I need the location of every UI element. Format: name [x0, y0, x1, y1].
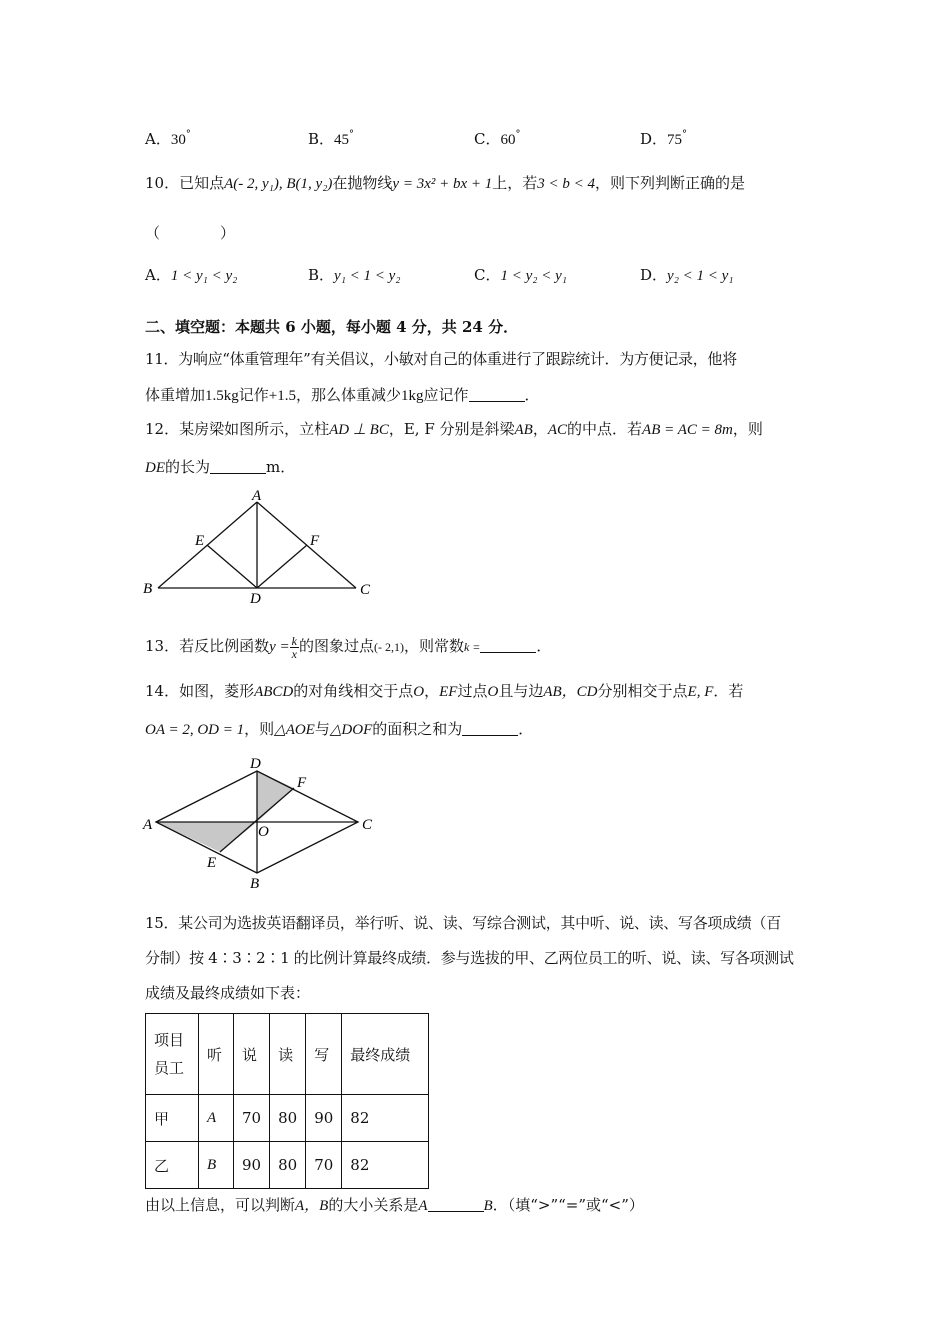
q15-line3: 成绩及最终成绩如下表：	[145, 984, 311, 1002]
q10-stem	[145, 172, 745, 193]
q15-text: ．（填“>”“=”或“<”）	[492, 1196, 644, 1214]
q12-text: ，	[532, 420, 548, 438]
label-c: C	[360, 582, 371, 598]
label-b: B	[250, 876, 260, 892]
q14-text: 的面积之和为	[372, 720, 463, 738]
degree-sign: °	[349, 129, 355, 140]
q14-math: EF	[439, 684, 458, 700]
q15-text: 的大小关系是	[328, 1196, 419, 1214]
option-expr: y₁ < 1 < y₂	[334, 268, 401, 284]
table-header-cell: 最终成绩	[342, 1014, 429, 1095]
q10-option-c	[474, 264, 567, 285]
q11-text: ，那么体重减少	[296, 386, 402, 404]
option-letter: B．	[308, 266, 335, 284]
q12-text: 的中点．若	[567, 420, 643, 438]
q13-text: ，则常数	[403, 637, 464, 655]
q11-text: 体重增加	[145, 386, 206, 404]
fraction-denominator: x	[291, 646, 297, 661]
q11-text: ．	[524, 386, 540, 404]
q10-parabola: y = 3x² + bx + 1	[392, 176, 493, 192]
label-d: D	[250, 756, 261, 772]
q10-option-b	[308, 264, 401, 285]
table-header-cell: 写	[306, 1014, 342, 1095]
q14-text: ，则	[244, 720, 275, 738]
answer-blank[interactable]	[210, 459, 266, 474]
degree-sign: °	[515, 129, 521, 140]
q12-line2	[145, 456, 295, 477]
q13-text: ．	[536, 637, 552, 655]
q12-text: m．	[266, 458, 296, 476]
option-expr: y₂ < 1 < y₁	[667, 268, 734, 284]
segment-de	[207, 545, 257, 588]
q13-text: 13．若反比例函数	[145, 637, 270, 655]
q12-math: AC	[547, 422, 568, 438]
q11-text: 记作	[238, 386, 269, 404]
q10-text: 在抛物线	[332, 174, 393, 192]
option-letter: D．	[640, 130, 668, 148]
q11-line1: 11．为响应“体重管理年”有关倡议，小敏对自己的体重进行了跟踪统计．为方便记录，他将	[145, 350, 737, 368]
table-cell: 70	[306, 1142, 342, 1189]
q9-option-c	[474, 128, 520, 149]
q13-fraction	[290, 635, 299, 660]
answer-blank[interactable]	[428, 1197, 484, 1212]
table-header-cell: 读	[270, 1014, 306, 1095]
option-letter: C．	[474, 266, 501, 284]
option-value: 75	[667, 132, 683, 148]
label-e: E	[207, 855, 217, 871]
segment-df	[257, 545, 307, 588]
q10-answer-paren: （ ）	[145, 224, 236, 242]
table-cell: 80	[270, 1095, 306, 1142]
q13-func: y =	[269, 639, 290, 655]
q12-text: ，E, F 分别是斜梁	[388, 420, 515, 438]
answer-blank[interactable]	[480, 638, 536, 653]
section-heading: 二、填空题：本题共 6 小题，每小题 4 分，共 24 分．	[145, 318, 519, 336]
q12-text: 的长为	[165, 458, 211, 476]
q12-figure	[140, 488, 380, 608]
label-a: A	[252, 488, 262, 504]
q14-text: ．若	[713, 682, 744, 700]
q15-line2: 分制）按 4∶3∶2∶1 的比例计算最终成绩．参与选拔的甲、乙两位员工的听、说、读、写各项测试	[145, 949, 794, 967]
q15-math: B	[483, 1198, 493, 1214]
q14-text: ．	[518, 720, 534, 738]
q12-math: AB = AC = 8m	[642, 422, 733, 438]
q14-figure	[140, 752, 390, 892]
q13-point: (- 2,1)	[373, 640, 404, 654]
q14-line1	[145, 680, 743, 701]
q14-text: 且与边	[498, 682, 544, 700]
label-c: C	[362, 817, 373, 833]
fraction-numerator: k	[291, 633, 297, 648]
degree-sign: °	[185, 129, 191, 140]
label-e: E	[195, 533, 205, 549]
q12-math: DE	[145, 460, 165, 476]
q14-math: ABCD	[254, 684, 294, 700]
table-header-row	[146, 1014, 429, 1095]
q14-text: ，	[424, 682, 440, 700]
option-value: 60	[500, 132, 516, 148]
label-f: F	[297, 775, 307, 791]
q14-math: O	[413, 684, 425, 700]
q15-text: 由以上信息，可以判断	[145, 1196, 296, 1214]
option-letter: A．	[145, 130, 171, 148]
header-bottom: 员工	[154, 1059, 185, 1077]
header-top: 项目	[154, 1031, 185, 1049]
q12-text: ，则	[732, 420, 763, 438]
q14-math: △DOF	[329, 722, 373, 738]
table-cell: B	[199, 1142, 234, 1189]
q10-text: 上，若	[492, 174, 538, 192]
q11-line2	[145, 384, 540, 405]
q14-text: 过点	[457, 682, 488, 700]
option-letter: A．	[145, 266, 171, 284]
q12-line1	[145, 418, 763, 439]
q10-option-d	[640, 264, 734, 285]
q12-math: AD ⊥ BC	[329, 422, 389, 438]
q15-math: A	[418, 1198, 428, 1214]
q14-math: AB，CD	[543, 684, 598, 700]
q11-math: 1kg	[401, 388, 424, 404]
label-d: D	[250, 591, 261, 607]
option-expr: 1 < y₁ < y₂	[170, 268, 238, 284]
q14-line2	[145, 718, 533, 739]
q9-option-a	[145, 128, 191, 149]
q14-math: OA = 2, OD = 1	[145, 722, 245, 738]
answer-blank[interactable]	[469, 387, 525, 402]
table-cell: 82	[342, 1095, 429, 1142]
table-header-cell: 听	[199, 1014, 234, 1095]
degree-sign: °	[682, 129, 688, 140]
q10-condition: 3 < b < 4	[537, 176, 596, 192]
table-cell: A	[199, 1095, 234, 1142]
table-cell: 90	[306, 1095, 342, 1142]
score-table	[145, 1013, 429, 1189]
q10-number: 10．	[145, 174, 180, 192]
q15-after-table	[145, 1194, 644, 1215]
table-cell-name: 乙	[146, 1142, 199, 1189]
table-cell: 70	[234, 1095, 270, 1142]
q15-line1: 15．某公司为选拔英语翻译员，举行听、说、读、写综合测试，其中听、说、读、写各项成绩（百	[145, 914, 781, 932]
option-value: 30	[170, 132, 186, 148]
q13-text: 的图象过点	[298, 637, 374, 655]
table-row	[146, 1095, 429, 1142]
option-expr: 1 < y₂ < y₁	[500, 268, 567, 284]
option-value: 45	[334, 132, 350, 148]
q15-math: A，B	[295, 1198, 329, 1214]
q14-text: 分别相交于点	[597, 682, 688, 700]
q11-text: 应记作	[423, 386, 469, 404]
option-letter: D．	[640, 266, 668, 284]
q13-line	[145, 627, 551, 666]
label-b: B	[143, 581, 153, 597]
q14-math: △AOE	[274, 722, 315, 738]
table-cell: 90	[234, 1142, 270, 1189]
table-header-corner	[146, 1014, 199, 1095]
q9-option-b	[308, 128, 354, 149]
option-letter: C．	[474, 130, 501, 148]
q10-option-a	[145, 264, 237, 285]
q14-text: 14．如图，菱形	[145, 682, 255, 700]
q10-text: ，则下列判断正确的是	[595, 174, 746, 192]
q10-text: 已知点	[179, 174, 225, 192]
table-cell: 80	[270, 1142, 306, 1189]
table-cell: 82	[342, 1142, 429, 1189]
q14-text: 的对角线相交于点	[293, 682, 414, 700]
label-f: F	[310, 533, 320, 549]
answer-blank[interactable]	[462, 721, 518, 736]
q11-math: 1.5kg	[205, 388, 239, 404]
q11-math: +1.5	[268, 388, 296, 404]
q12-math: AB	[514, 422, 533, 438]
q14-math: O	[487, 684, 499, 700]
table-cell-name: 甲	[146, 1095, 199, 1142]
q12-text: 12．某房梁如图所示，立柱	[145, 420, 330, 438]
q13-k: k =	[463, 640, 481, 654]
q10-points: A(- 2, y₁), B(1, y₂)	[224, 176, 333, 192]
q14-text: 与	[314, 720, 330, 738]
table-header-cell: 说	[234, 1014, 270, 1095]
table-row	[146, 1142, 429, 1189]
q9-option-d	[640, 128, 687, 149]
label-a: A	[143, 817, 153, 833]
q14-math: E, F	[687, 684, 714, 700]
option-letter: B．	[308, 130, 335, 148]
label-o: O	[258, 824, 269, 840]
